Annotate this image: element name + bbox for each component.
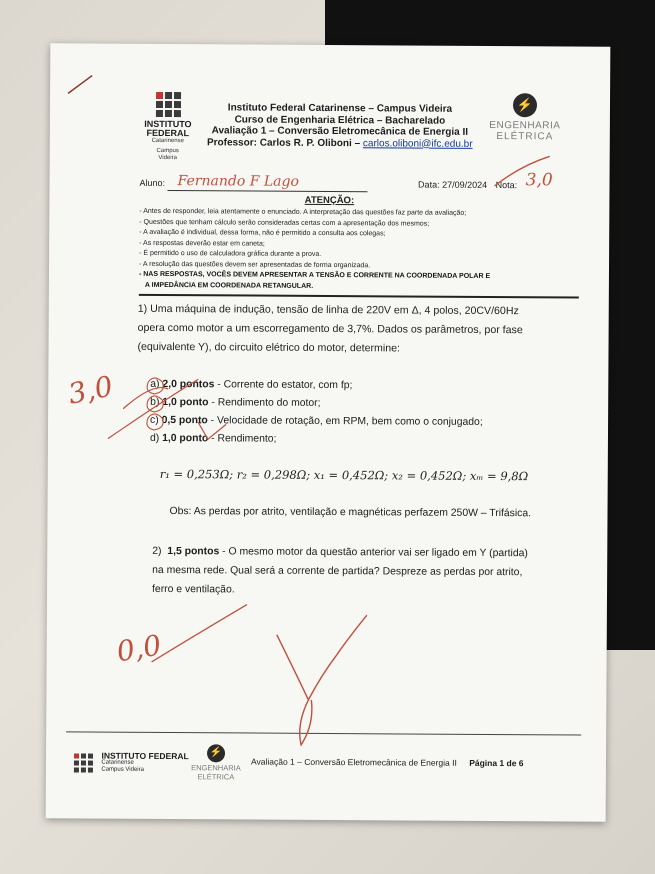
question1-line3: (equivalente Y), do circuito elétrico do motor, determine: (137, 340, 400, 355)
question2-line1: 2) 1,5 pontos - O mesmo motor da questão anterior vai ser ligado em Y (partida) (152, 545, 528, 560)
losses-note: Obs: As perdas por atrito, ventilação e magnéticas perfazem 250W – Trifásica. (169, 506, 532, 520)
engineering-logo-line2: ELÉTRICA (496, 131, 554, 143)
question1-item-d: d) 1,0 ponto - Rendimento; (149, 432, 277, 445)
nota-slash-mark (495, 156, 550, 186)
aluno-handwritten: Fernando F Lago (177, 173, 299, 190)
nota-label: Nota: (495, 180, 518, 191)
footer-engineering-line1: ENGENHARIA (191, 763, 241, 773)
exam-title: Avaliação 1 – Conversão Eletromecânica de Energia II (211, 125, 469, 138)
date-label: Data: 27/09/2024 (418, 179, 488, 190)
aluno-label: Aluno: (139, 177, 166, 188)
question1-handwritten-score: 3,0 (65, 369, 116, 411)
rule-item: - Questões que tenham cálculo serão consideradas certas com a apresentação dos mesmos; (139, 218, 430, 228)
institute-logo-sub2: Campus (156, 147, 179, 155)
institution-name: Instituto Federal Catarinense – Campus Videira (227, 102, 453, 115)
question1-line2: opera como motor a um escorregamento de 3,7%. Dados os parâmetros, por fase (137, 321, 523, 337)
rule-item: - É permitido o uso de calculadora gráfica durante a prova. (139, 249, 322, 258)
institute-logo-line1: INSTITUTO (144, 118, 192, 130)
footer-institute-line1: INSTITUTO FEDERAL (101, 750, 189, 762)
professor-line: Professor: Carlos R. P. Oliboni – carlos.oliboni@ifc.edu.br (206, 136, 473, 150)
engineering-logo-icon: ⚡ (513, 93, 537, 117)
exam-sheet (46, 43, 611, 821)
item-b-circle-mark (147, 396, 163, 412)
rule-item: - A resolução das questões devem ser apresentadas de forma organizada. (139, 260, 371, 269)
pen-marks (46, 43, 611, 821)
footer-institute-line3: Campus Videira (101, 766, 144, 773)
rule-item-bold-continued: A IMPEDÂNCIA EM COORDENADA RETANGULAR. (144, 281, 314, 290)
institute-logo-sub3: Videira (158, 154, 177, 162)
item-a-circle-mark (147, 378, 163, 394)
margin-tick-mark (68, 75, 92, 93)
course-name: Curso de Engenharia Elétrica – Bacharelado (234, 113, 446, 127)
item-c-circle-mark (147, 414, 163, 430)
institute-logo-sub1: Catarinense (151, 137, 184, 145)
rule-item: - As respostas deverão estar em caneta; (139, 239, 265, 248)
question2-handwritten-score: 0,0 (114, 628, 164, 669)
institute-logo-line2: FEDERAL (146, 127, 190, 139)
footer-engineering-line2: ELÉTRICA (197, 771, 235, 781)
professor-email: carlos.oliboni@ifc.edu.br (362, 137, 473, 150)
nota-handwritten: 3,0 (525, 170, 553, 191)
question2-line2: na mesma rede. Qual será a corrente de partida? Despreze as perdas por atrito, (152, 564, 523, 579)
question1-item-c: c) 0,5 ponto - Velocidade de rotação, em RPM, bem como o conjugado; (150, 414, 483, 428)
rule-item-bold: - NAS RESPOSTAS, VOCÊS DEVEM APRESENTAR A TENSÃO E CORRENTE NA COORDENADA POLAR E (138, 270, 491, 280)
question1-item-a: a) 2,0 pontos - Corrente do estator, com fp; (150, 378, 353, 392)
footer-page-number: Página 1 de 6 (469, 757, 524, 769)
rule-item: - A avaliação é individual, dessa forma, não é permitido a consulta aos colegas; (139, 228, 386, 238)
engineering-logo-line1: ENGENHARIA (489, 119, 561, 132)
rule-item: - Antes de responder, leia atentamente o enunciado. A interpretação das questões faz parte da avaliação; (139, 207, 467, 217)
question1-line1: 1) Uma máquina de indução, tensão de linha de 220V em Δ, 4 polos, 20CV/60Hz (137, 302, 519, 318)
question1-item-b: b) 1,0 ponto - Rendimento do motor; (150, 396, 321, 409)
attention-title: ATENÇÃO: (304, 194, 355, 207)
question2-strike-mark (152, 604, 247, 663)
question2-gamma-mark (276, 615, 367, 746)
footer-institute-line2: Catarinense (101, 759, 134, 766)
footer-exam-title: Avaliação 1 – Conversão Eletromecânica de Energia II (250, 756, 457, 768)
item-d-check-mark (198, 422, 226, 439)
footer-engineering-logo-icon: ⚡ (207, 744, 225, 762)
question2-line3: ferro e ventilação. (152, 583, 235, 596)
parameters-formula: r₁ = 0,253Ω; r₂ = 0,298Ω; x₁ = 0,452Ω; x₂ = 0,452Ω; xₘ = 9,8Ω (159, 466, 529, 484)
